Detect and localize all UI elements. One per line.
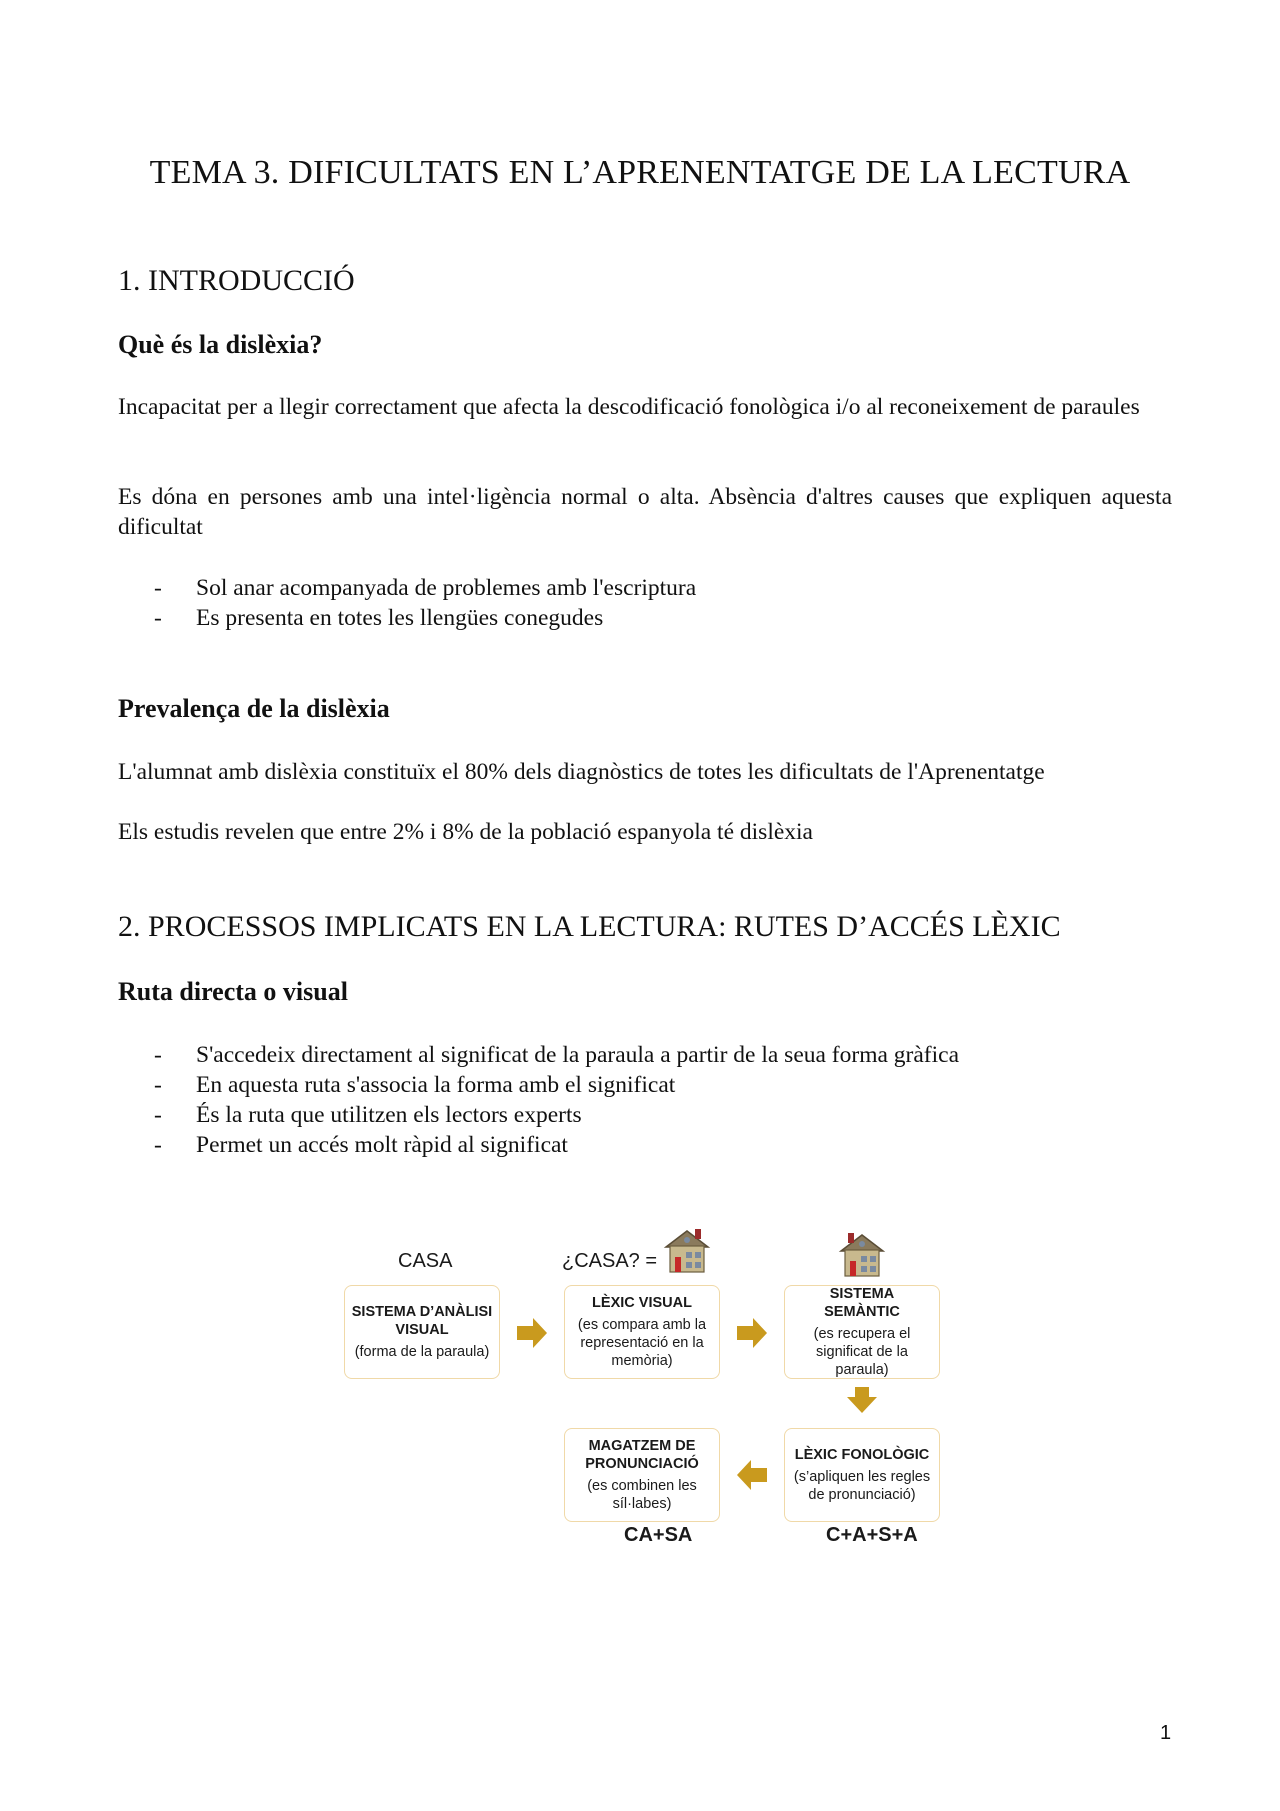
list-item: - En aquesta ruta s'associa la forma amb el significat bbox=[118, 1070, 959, 1100]
arrow-left-icon bbox=[735, 1458, 769, 1492]
box-description: (forma de la paraula) bbox=[354, 1344, 490, 1360]
box-title: SISTEMA SEMÀNTIC bbox=[824, 1286, 900, 1320]
page-number: 1 bbox=[1160, 1722, 1172, 1744]
subheading-prevalenca: Prevalença de la dislèxia bbox=[118, 694, 390, 723]
house-icon bbox=[662, 1225, 712, 1275]
box-description: (es combinen les síl·labes) bbox=[587, 1478, 697, 1512]
box-description: (es compara amb la representació en la memòria) bbox=[577, 1317, 707, 1369]
subheading-ruta-directa: Ruta directa o visual bbox=[118, 977, 348, 1006]
box-magatzem-pronunciacio bbox=[564, 1428, 720, 1522]
paragraph-prevalenca-2: Els estudis revelen que entre 2% i 8% de la població espanyola té dislèxia bbox=[118, 819, 813, 845]
reading-route-diagram bbox=[340, 1215, 960, 1560]
paragraph-intelligencia: Es dóna en persones amb una intel·ligència normal o alta. Absència d'altres causes que expliquen aquesta dificultat bbox=[118, 484, 1172, 540]
section-heading-processos: 2. PROCESSOS IMPLICATS EN LA LECTURA: RUTES D’ACCÉS LÈXIC bbox=[118, 910, 1061, 943]
list-item: - És la ruta que utilitzen els lectors experts bbox=[118, 1100, 959, 1130]
box-title: LÈXIC FONOLÒGIC bbox=[794, 1447, 930, 1463]
list-item: - Permet un accés molt ràpid al significat bbox=[118, 1130, 959, 1160]
arrow-down-icon bbox=[845, 1386, 879, 1414]
label-ca-sa: CA+SA bbox=[624, 1524, 693, 1546]
paragraph-definicio: Incapacitat per a llegir correctament que afecta la descodificació fonològica i/o al reconeixement de paraules bbox=[118, 394, 1140, 420]
list-item: - Es presenta en totes les llengües conegudes bbox=[118, 603, 696, 633]
box-lexic-visual bbox=[564, 1285, 720, 1379]
paragraph-prevalenca-1: L'alumnat amb dislèxia constituïx el 80% dels diagnòstics de totes les dificultats de l'Aprenentatge bbox=[118, 759, 1045, 785]
bullet-list-ruta bbox=[118, 1040, 959, 1160]
box-title: LÈXIC VISUAL bbox=[592, 1295, 692, 1311]
box-title: SISTEMA D’ANÀLISI VISUAL bbox=[351, 1304, 493, 1338]
box-description: (es recupera el significat de la paraula) bbox=[813, 1326, 911, 1378]
subheading-que-es-dislexia: Què és la dislèxia? bbox=[118, 330, 323, 359]
label-c-a-s-a: C+A+S+A bbox=[826, 1524, 918, 1546]
box-title: MAGATZEM DE PRONUNCIACIÓ bbox=[585, 1438, 699, 1472]
box-sistema-semantic bbox=[784, 1285, 940, 1379]
label-casa: CASA bbox=[398, 1250, 453, 1272]
label-casa-question: ¿CASA? = bbox=[562, 1250, 658, 1272]
bullet-list-dislexia bbox=[118, 573, 696, 633]
house-icon bbox=[837, 1229, 887, 1279]
box-sistema-analisi-visual bbox=[344, 1285, 500, 1379]
arrow-right-icon bbox=[735, 1316, 769, 1350]
arrow-right-icon bbox=[515, 1316, 549, 1350]
page-title: TEMA 3. DIFICULTATS EN L’APRENENTATGE DE LA LECTURA bbox=[149, 154, 1131, 191]
section-heading-introduccio: 1. INTRODUCCIÓ bbox=[118, 264, 355, 297]
list-item: - Sol anar acompanyada de problemes amb l'escriptura bbox=[118, 573, 696, 603]
box-description: (s’apliquen les regles de pronunciació) bbox=[793, 1469, 931, 1503]
list-item: - S'accedeix directament al significat de la paraula a partir de la seua forma gràfica bbox=[118, 1040, 959, 1070]
box-lexic-fonologic bbox=[784, 1428, 940, 1522]
